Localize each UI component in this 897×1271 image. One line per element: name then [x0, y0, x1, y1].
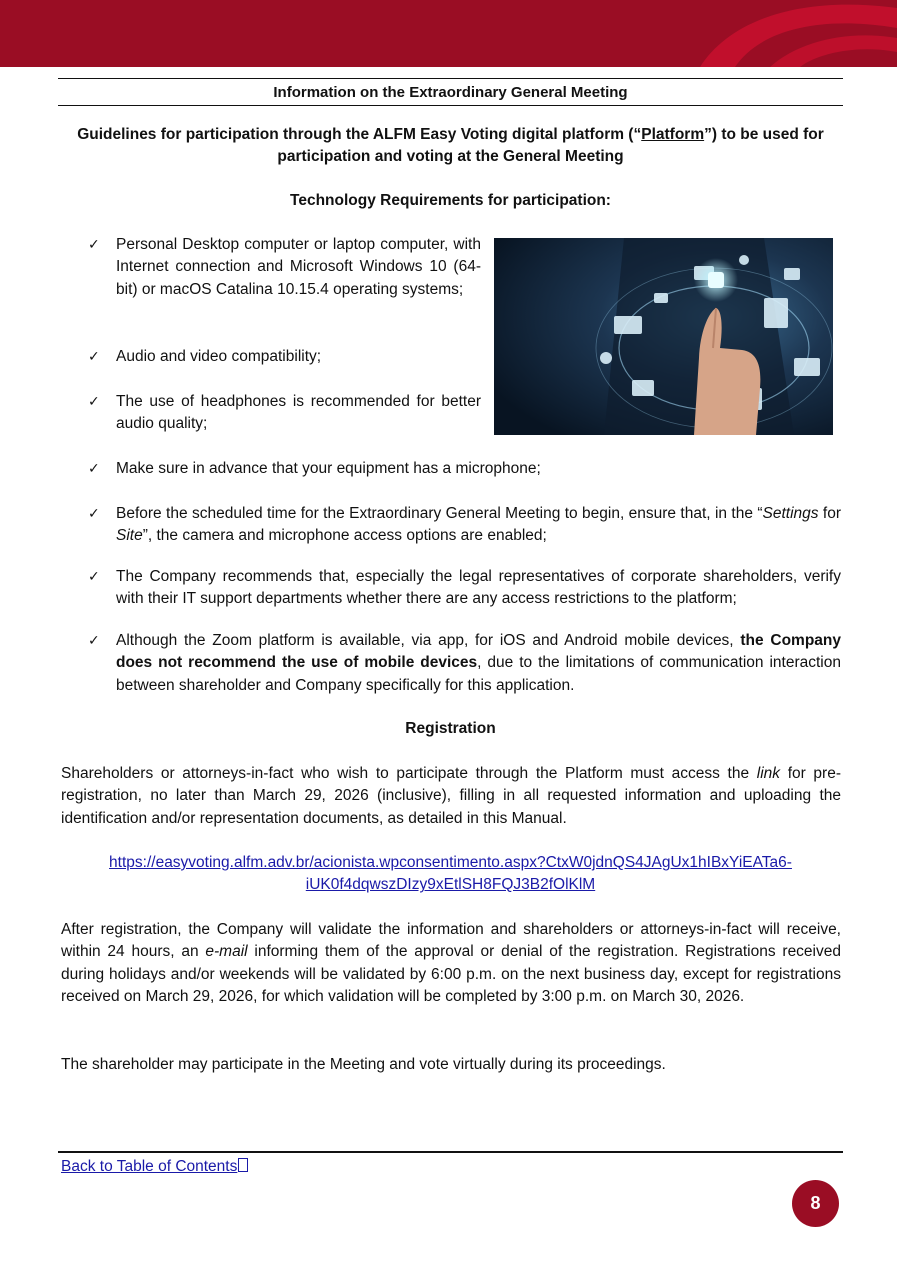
- checkmark-icon: ✓: [88, 237, 100, 253]
- divider-top: [58, 78, 843, 79]
- divider-under-title: [58, 105, 843, 106]
- registration-paragraph-3: The shareholder may participate in the Meeting and vote virtually during its proceedings.: [61, 1056, 666, 1073]
- registration-heading: Registration: [405, 720, 496, 737]
- digital-network-hand-image: [494, 238, 833, 435]
- text-italic: Settings: [762, 505, 819, 522]
- tech-requirements-heading: Technology Requirements for participation:: [290, 192, 611, 209]
- text-run: for: [818, 505, 841, 522]
- registration-paragraph-2: [61, 919, 841, 1009]
- link-arrow-icon: [238, 1158, 248, 1172]
- footer-divider: [58, 1151, 843, 1153]
- text-run: ”, the camera and microphone access options are enabled;: [142, 527, 547, 545]
- section-title: Information on the Extraordinary General Meeting: [273, 84, 628, 101]
- text-run: informing them of the approval or denial of the registration. Registrations received during holidays and/or weekends will be validated by 6:00 p.m. on the next business day, except for registrations received on March 29, 2026, for which validation will be completed by 3:00 p.m. on March 30, 2026.: [61, 943, 841, 1006]
- back-to-toc-link[interactable]: [61, 1156, 248, 1178]
- guidelines-heading: [60, 124, 841, 169]
- brand-logo-swoosh: [0, 0, 897, 67]
- platform-term: Platform: [641, 126, 705, 143]
- registration-link[interactable]: [109, 854, 792, 893]
- page-number-badge: 8: [792, 1180, 839, 1227]
- guidelines-heading-text-2: ”) to be used for participation and voting at the General Meeting: [277, 126, 824, 166]
- checkmark-icon: ✓: [88, 349, 100, 365]
- text-run: Before the scheduled time for the Extraordinary General Meeting to begin, ensure that, in the “: [116, 505, 763, 522]
- checkmark-icon: ✓: [88, 461, 100, 477]
- checkmark-icon: ✓: [88, 394, 100, 410]
- text-run: Shareholders or attorneys-in-fact who wish to participate through the Platform must access the: [61, 765, 757, 782]
- text-italic: Site: [116, 527, 143, 545]
- guidelines-heading-text: Guidelines for participation through the ALFM Easy Voting digital platform (“: [77, 126, 642, 143]
- requirement-text: [116, 503, 841, 548]
- checkmark-icon: ✓: [88, 569, 100, 585]
- text-run: After registration, the Company will validate the information and shareholders or attorneys-in-fact will receive, within 24 hours, an: [61, 921, 841, 961]
- requirement-text: Make sure in advance that your equipment has a microphone;: [116, 460, 541, 477]
- link-line-1: https://easyvoting.alfm.adv.br/acionista.wpconsentimento.aspx?CtxW0jdnQS4JAgUx1hIBxYiEATa6-: [109, 854, 792, 871]
- back-link-label: Back to Table of Contents: [61, 1158, 238, 1175]
- requirement-text: The Company recommends that, especially the legal representatives of corporate shareholders, verify with their IT support departments whether there are any access restrictions to the platform;: [116, 568, 841, 608]
- checkmark-icon: ✓: [88, 506, 100, 522]
- link-line-2: iUK0f4dqwszDIzy9xEtlSH8FQJ3B2fOlKlM: [305, 876, 596, 894]
- text-run: , due to the limitations of communication interaction between shareholder and Company specifically for this application.: [116, 654, 841, 694]
- requirement-text: [116, 630, 841, 697]
- text-italic: e-mail: [205, 943, 248, 961]
- text-bold: the Company does not recommend the use of mobile devices: [116, 632, 841, 672]
- requirement-text: Personal Desktop computer or laptop computer, with Internet connection and Microsoft Windows 10 (64-bit) or macOS Catalina 10.15.4 operating systems;: [116, 236, 481, 298]
- text-run: Although the Zoom platform is available, via app, for iOS and Android mobile devices,: [116, 632, 741, 649]
- text-italic: link: [756, 765, 781, 782]
- header-banner: [0, 0, 897, 67]
- checkmark-icon: ✓: [88, 633, 100, 649]
- requirement-text: The use of headphones is recommended for better audio quality;: [116, 393, 481, 433]
- requirement-text: Audio and video compatibility;: [116, 348, 322, 365]
- registration-paragraph-1: [61, 763, 841, 830]
- text-run: for pre-registration, no later than March 29, 2026 (inclusive), filling in all requested information and uploading the identification and/or representation documents, as detailed in this Manual.: [61, 765, 842, 827]
- registration-link-block: [60, 852, 841, 897]
